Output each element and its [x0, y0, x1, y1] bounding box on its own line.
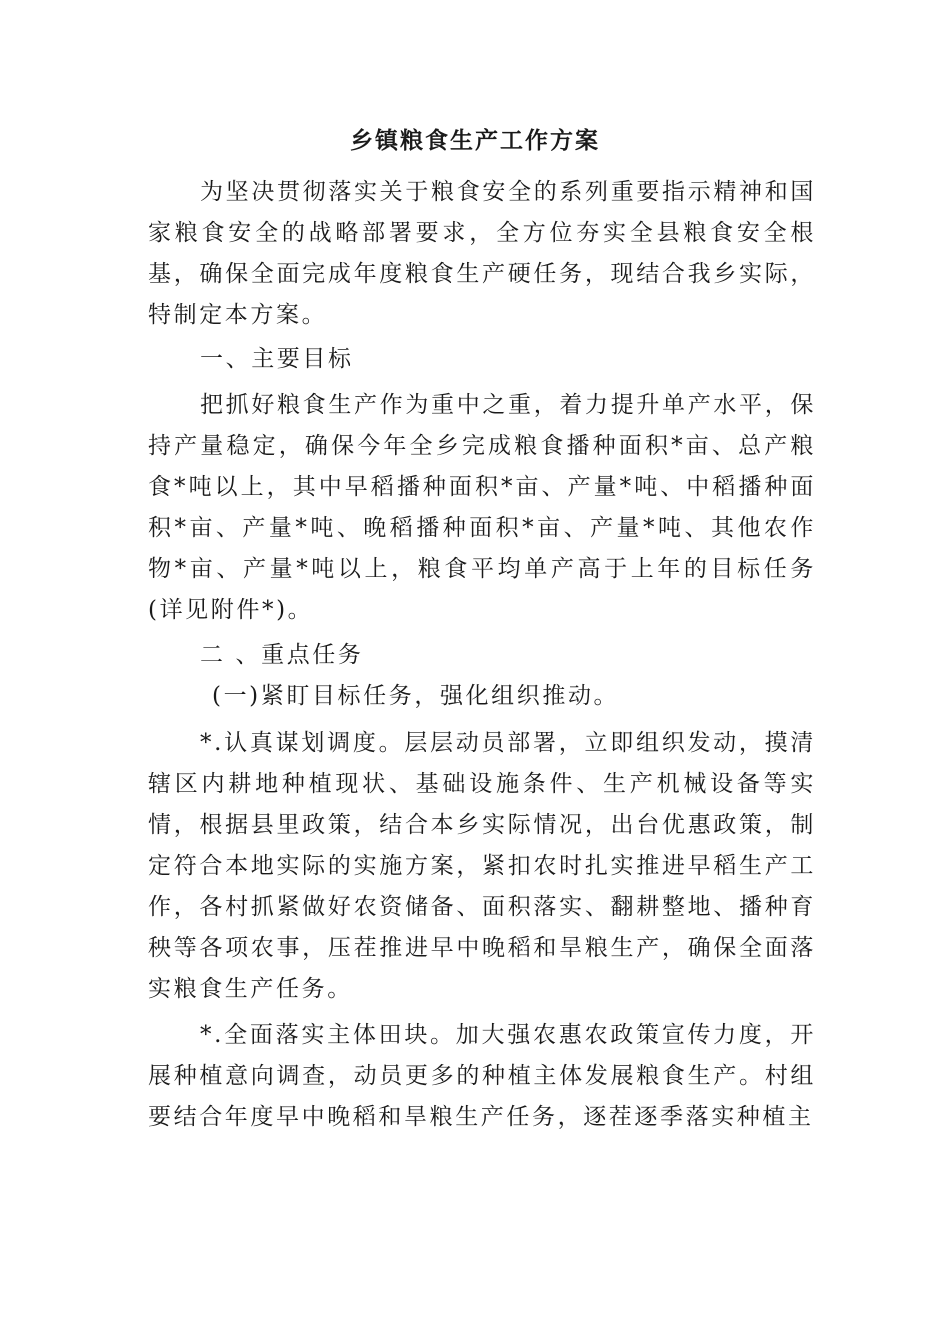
section-heading-key-tasks: 二 、重点任务 [200, 642, 364, 668]
task-item-2-paragraph: *.全面落实主体田块。加大强农惠农政策宣传力度，开展种植意向调查，动员更多的种植主体发展粮食生产。村组要结合年度早中晚稻和旱粮生产任务，逐茬逐季落实种植主 [148, 1022, 816, 1130]
subsection-heading-1: (一)紧盯目标任务，强化组织推动。 [212, 683, 620, 709]
intro-paragraph: 为坚决贯彻落实关于粮食安全的系列重要指示精神和国家粮食安全的战略部署要求，全方位夯实全县粮食安全根基，确保全面完成年度粮食生产硬任务，现结合我乡实际，特制定本方案。 [148, 179, 816, 328]
main-goals-paragraph: 把抓好粮食生产作为重中之重，着力提升单产水平，保持产量稳定，确保今年全乡完成粮食播种面积*亩、总产粮食*吨以上，其中早稻播种面积*亩、产量*吨、中稻播种面积*亩、产量*吨、晚稻播种面积*亩、产量*吨、其他农作物*亩、产量*吨以上，粮食平均单产高于上年的目标任务(详见附件*)。 [148, 392, 816, 623]
task-item-1-paragraph: *.认真谋划调度。层层动员部署，立即组织发动，摸清辖区内耕地种植现状、基础设施条件、生产机械设备等实情，根据县里政策，结合本乡实际情况，出台优惠政策，制定符合本地实际的实施方案，紧扣农时扎实推进早稻生产工作，各村抓紧做好农资储备、面积落实、翻耕整地、播种育秧等各项农事，压茬推进早中晚稻和旱粮生产，确保全面落实粮食生产任务。 [148, 730, 816, 1002]
document-title: 乡镇粮食生产工作方案 [350, 127, 600, 154]
section-heading-main-goals: 一、主要目标 [200, 346, 354, 372]
